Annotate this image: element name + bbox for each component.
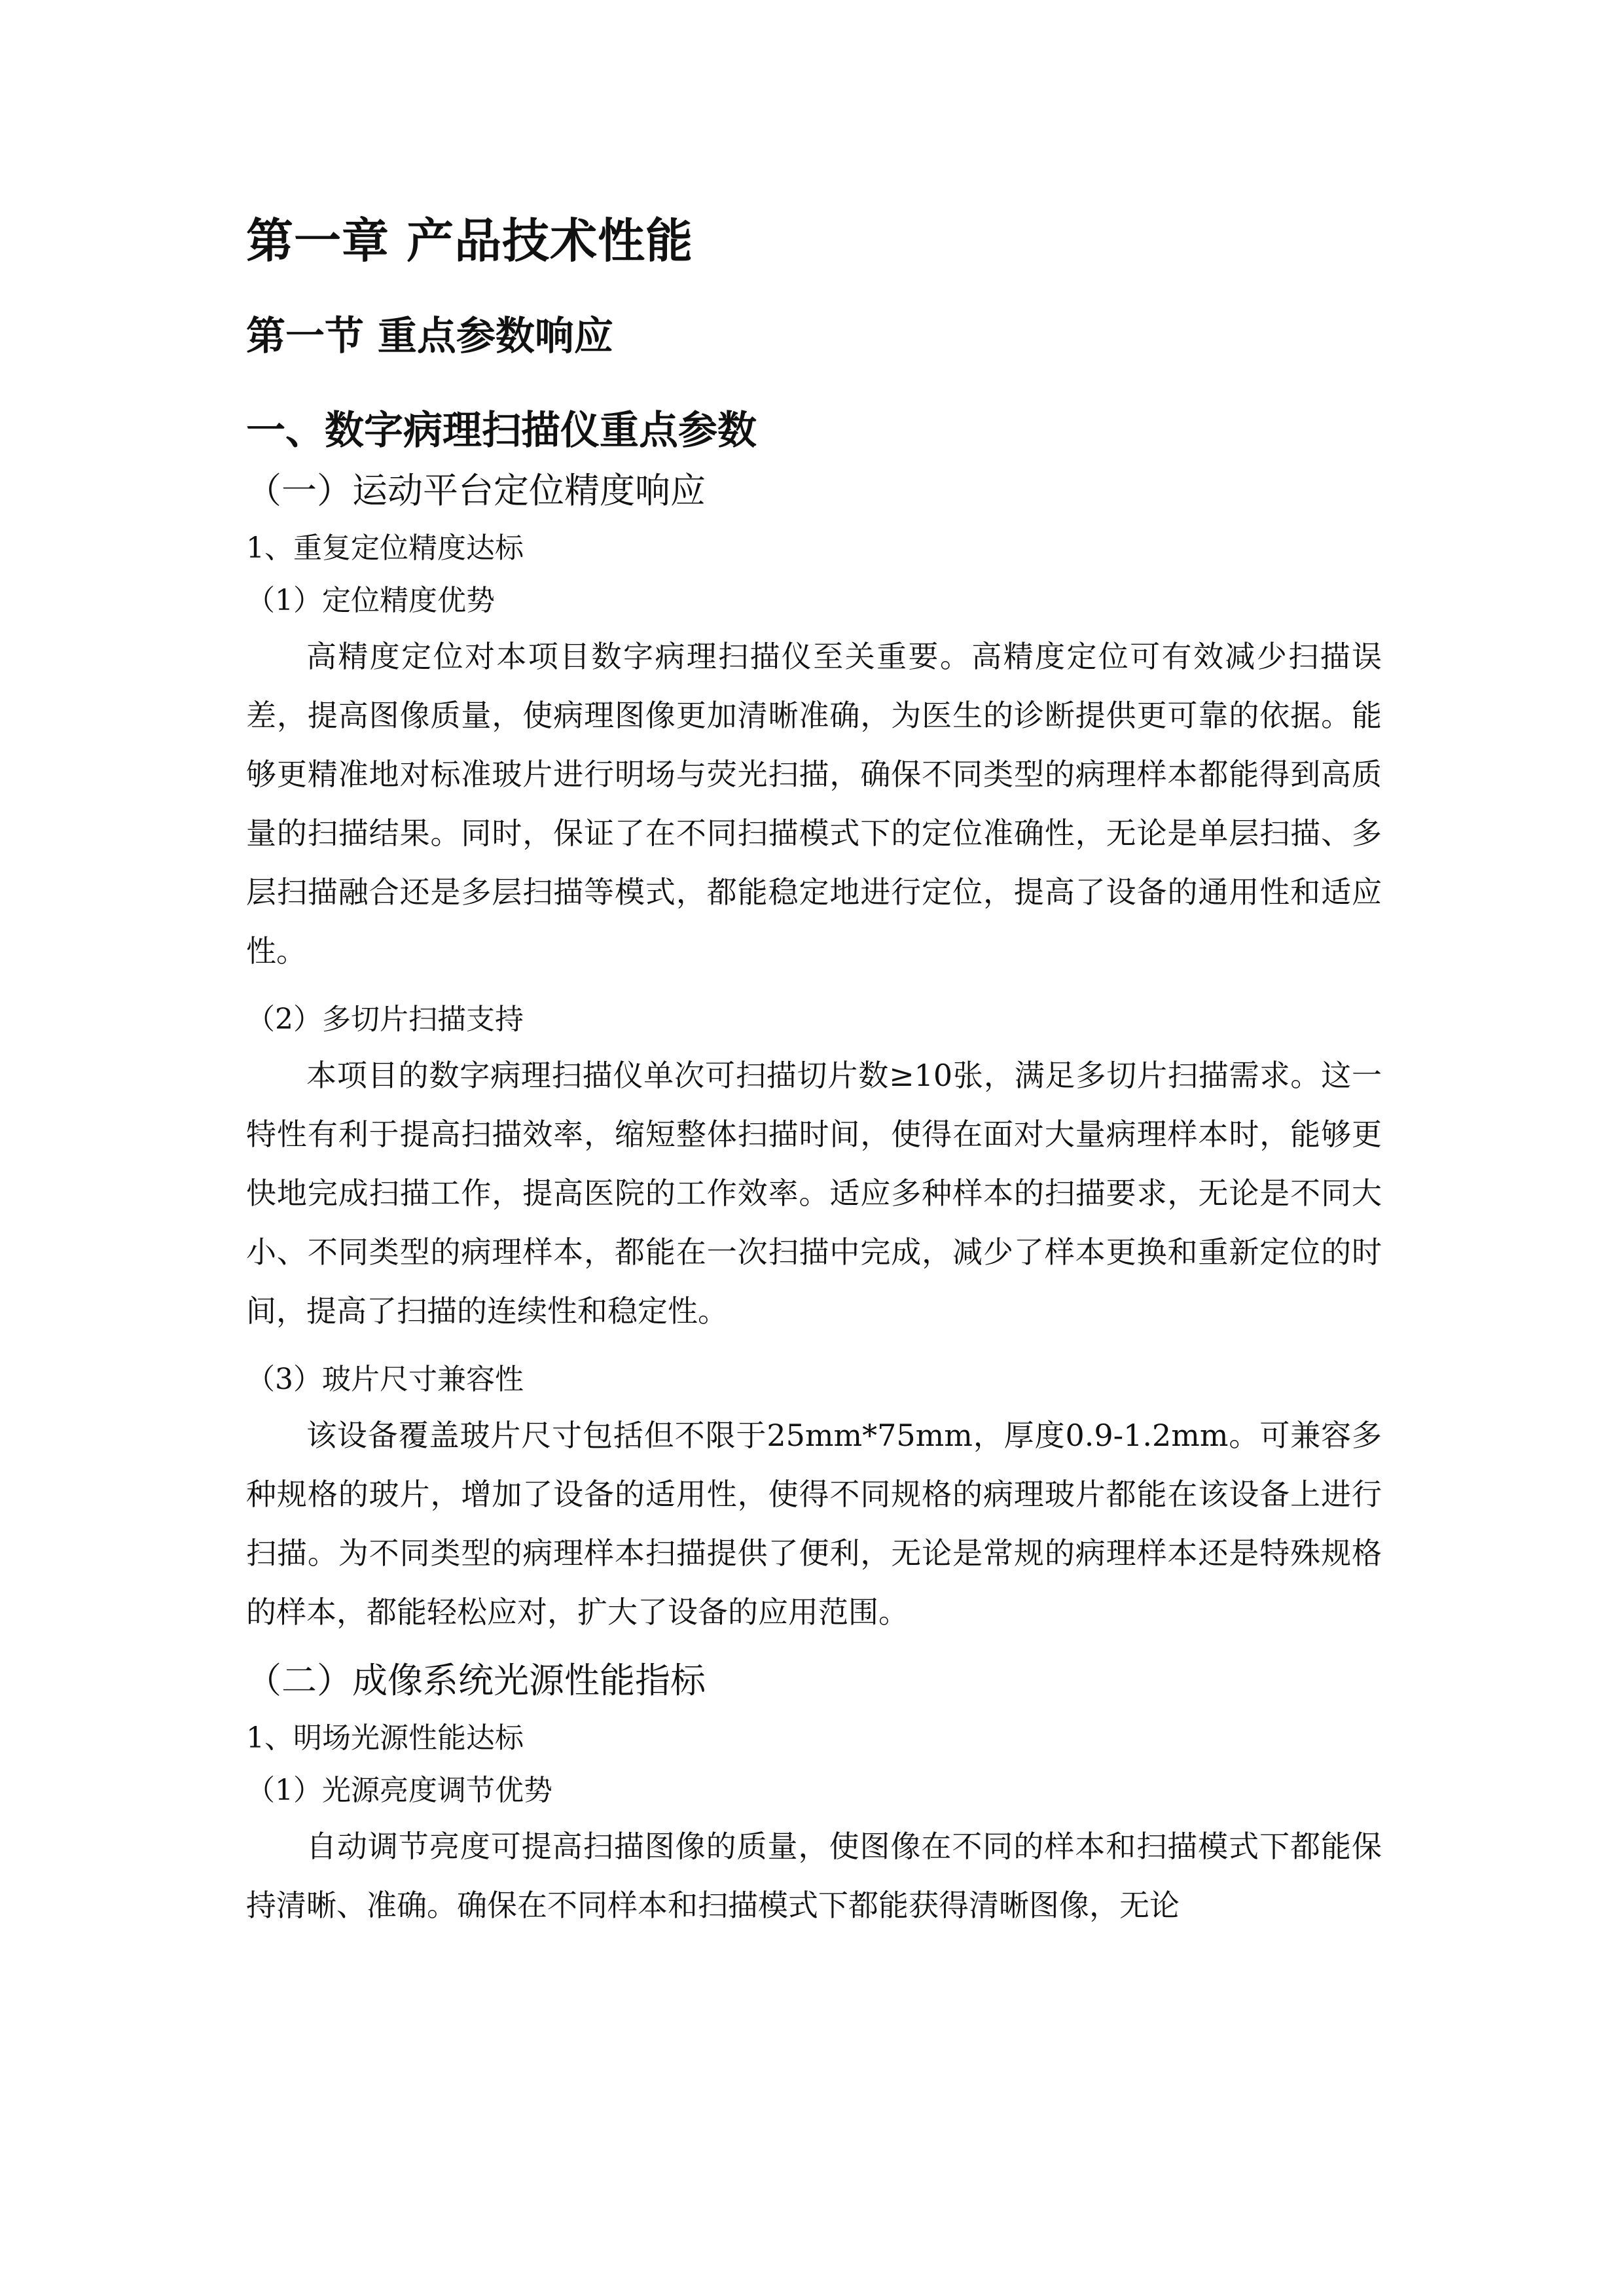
section-title: 第一节 重点参数响应	[246, 314, 613, 359]
subsection-title: （一）运动平台定位精度响应	[246, 470, 706, 511]
point-title: （1）定位精度优势	[246, 584, 495, 617]
body-paragraph: 本项目的数字病理扫描仪单次可扫描切片数≥10张，满足多切片扫描需求。这一特性有利于提高扫描效率，缩短整体扫描时间，使得在面对大量病理样本时，能够更快地完成扫描工作，提高医院的工作效率。适应多种样本的扫描要求，无论是不同大小、不同类型的病理样本，都能在一次扫描中完成，减少了样本更换和重新定位的时间，提高了扫描的连续性和稳定性。	[246, 1058, 1382, 1329]
point-title: （1）光源亮度调节优势	[246, 1774, 552, 1807]
subsection-title: （二）成像系统光源性能指标	[246, 1660, 706, 1701]
body-paragraph: 高精度定位对本项目数字病理扫描仪至关重要。高精度定位可有效减少扫描误差，提高图像质量，使病理图像更加清晰准确，为医生的诊断提供更可靠的依据。能够更精准地对标准玻片进行明场与荧光扫描，确保不同类型的病理样本都能得到高质量的扫描结果。同时，保证了在不同扫描模式下的定位准确性，无论是单层扫描、多层扫描融合还是多层扫描等模式，都能稳定地进行定位，提高了设备的通用性和适应性。	[246, 639, 1382, 969]
item-title: 1、重复定位精度达标	[246, 531, 524, 565]
item-title: 1、明场光源性能达标	[246, 1721, 524, 1755]
point-title: （2）多切片扫描支持	[246, 1003, 524, 1036]
chapter-title: 第一章 产品技术性能	[246, 213, 694, 268]
part-title: 一、数字病理扫描仪重点参数	[246, 408, 757, 454]
point-title: （3）玻片尺寸兼容性	[246, 1363, 524, 1396]
body-paragraph: 自动调节亮度可提高扫描图像的质量，使图像在不同的样本和扫描模式下都能保持清晰、准确。确保在不同样本和扫描模式下都能获得清晰图像，无论	[246, 1829, 1382, 1923]
document-content	[246, 196, 1382, 1948]
body-paragraph: 该设备覆盖玻片尺寸包括但不限于25mm*75mm，厚度0.9-1.2mm。可兼容多种规格的玻片，增加了设备的适用性，使得不同规格的病理玻片都能在该设备上进行扫描。为不同类型的病理样本扫描提供了便利，无论是常规的病理样本还是特殊规格的样本，都能轻松应对，扩大了设备的应用范围。	[246, 1418, 1382, 1630]
